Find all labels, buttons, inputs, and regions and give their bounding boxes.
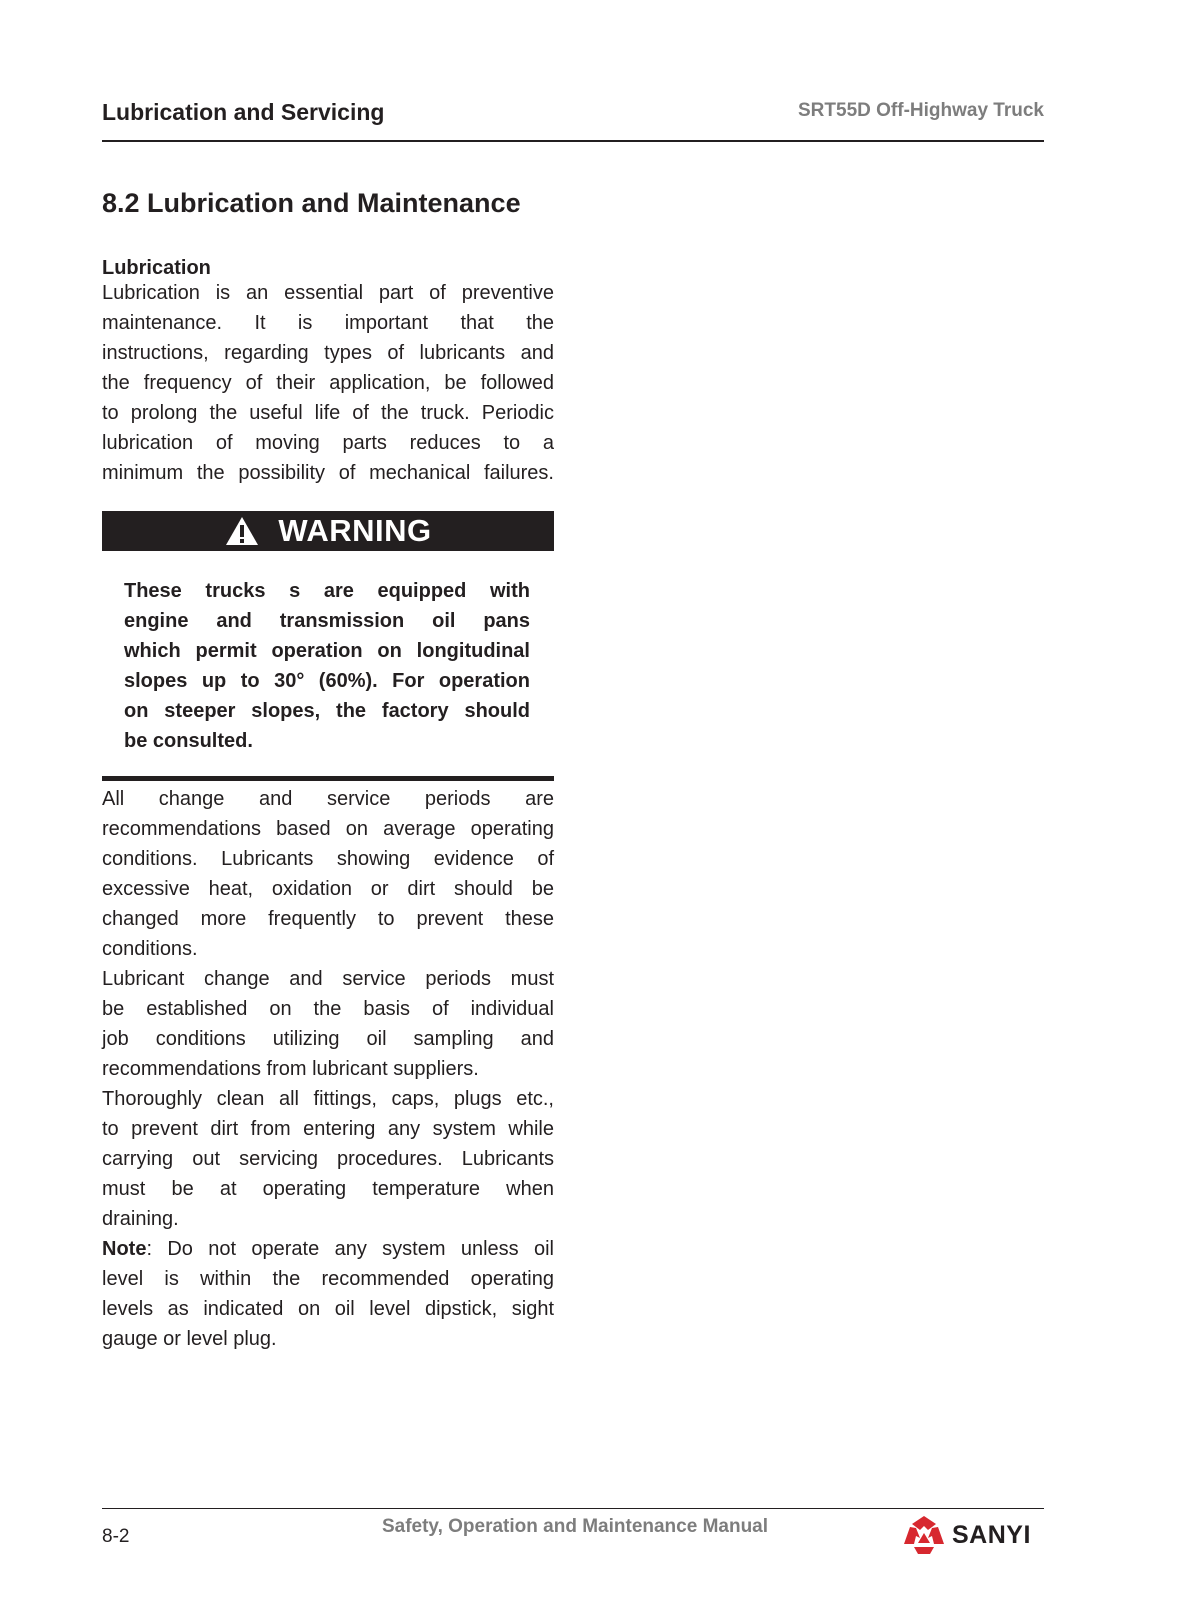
text-line: changed more frequently to prevent these xyxy=(102,908,554,930)
header-product-name: SRT55D Off-Highway Truck xyxy=(798,100,1044,121)
text-line: job conditions utilizing oil sampling and xyxy=(102,1028,554,1050)
service-periods-paragraph xyxy=(102,784,554,1354)
text-line: Thoroughly clean all fittings, caps, plugs etc., xyxy=(102,1088,554,1110)
note-line xyxy=(102,1234,554,1264)
text-line: Lubrication is an essential part of preventive xyxy=(102,282,554,304)
note-label: Note xyxy=(102,1238,147,1260)
warning-line: slopes up to 30° (60%). For operation xyxy=(124,670,530,692)
warning-label: WARNING xyxy=(278,513,432,548)
warning-line: on steeper slopes, the factory should xyxy=(124,700,530,722)
text-line: lubrication of moving parts reduces to a xyxy=(102,432,554,454)
text-line: conditions. Lubricants showing evidence of xyxy=(102,848,554,870)
note-line: gauge or level plug. xyxy=(102,1328,277,1350)
text-line: recommendations based on average operating xyxy=(102,818,554,840)
text-line: to prolong the useful life of the truck. Periodic xyxy=(102,402,554,424)
brand-name: SANYI xyxy=(952,1520,1031,1549)
text-line: draining. xyxy=(102,1208,179,1230)
page-number: 8-2 xyxy=(102,1526,130,1547)
warning-line: These trucks s are equipped with xyxy=(124,580,530,602)
warning-triangle-icon xyxy=(224,515,260,547)
text-line: the frequency of their application, be followed xyxy=(102,372,554,394)
text-line: All change and service periods are xyxy=(102,788,554,810)
footer-rule xyxy=(102,1508,1044,1509)
text-line: minimum the possibility of mechanical failures. xyxy=(102,462,554,484)
sanyi-logo xyxy=(902,1514,1044,1556)
note-text: : Do not operate any system unless oil xyxy=(146,1238,554,1260)
lubrication-heading: Lubrication xyxy=(102,257,211,279)
warning-line: which permit operation on longitudinal xyxy=(124,640,530,662)
text-line: instructions, regarding types of lubricants and xyxy=(102,342,554,364)
lubrication-paragraph xyxy=(102,278,554,488)
sanyi-logo-icon xyxy=(902,1514,946,1556)
note-line: levels as indicated on oil level dipstick, sight xyxy=(102,1298,554,1320)
text-line: Lubricant change and service periods must xyxy=(102,968,554,990)
header-rule xyxy=(102,140,1044,142)
note-line: level is within the recommended operating xyxy=(102,1268,554,1290)
footer-manual-title: Safety, Operation and Maintenance Manual xyxy=(381,1516,769,1537)
warning-end-rule xyxy=(102,776,554,781)
header-section-title: Lubrication and Servicing xyxy=(102,99,385,125)
text-line: maintenance. It is important that the xyxy=(102,312,554,334)
warning-line: engine and transmission oil pans xyxy=(124,610,530,632)
warning-text xyxy=(124,576,530,756)
text-line: to prevent dirt from entering any system while xyxy=(102,1118,554,1140)
warning-banner xyxy=(102,511,554,551)
text-line: carrying out servicing procedures. Lubricants xyxy=(102,1148,554,1170)
text-line: excessive heat, oxidation or dirt should be xyxy=(102,878,554,900)
text-line: must be at operating temperature when xyxy=(102,1178,554,1200)
text-line: conditions. xyxy=(102,938,198,960)
text-line: be established on the basis of individual xyxy=(102,998,554,1020)
text-line: recommendations from lubricant suppliers. xyxy=(102,1058,479,1080)
section-title: 8.2 Lubrication and Maintenance xyxy=(102,188,521,218)
warning-line: be consulted. xyxy=(124,730,253,752)
